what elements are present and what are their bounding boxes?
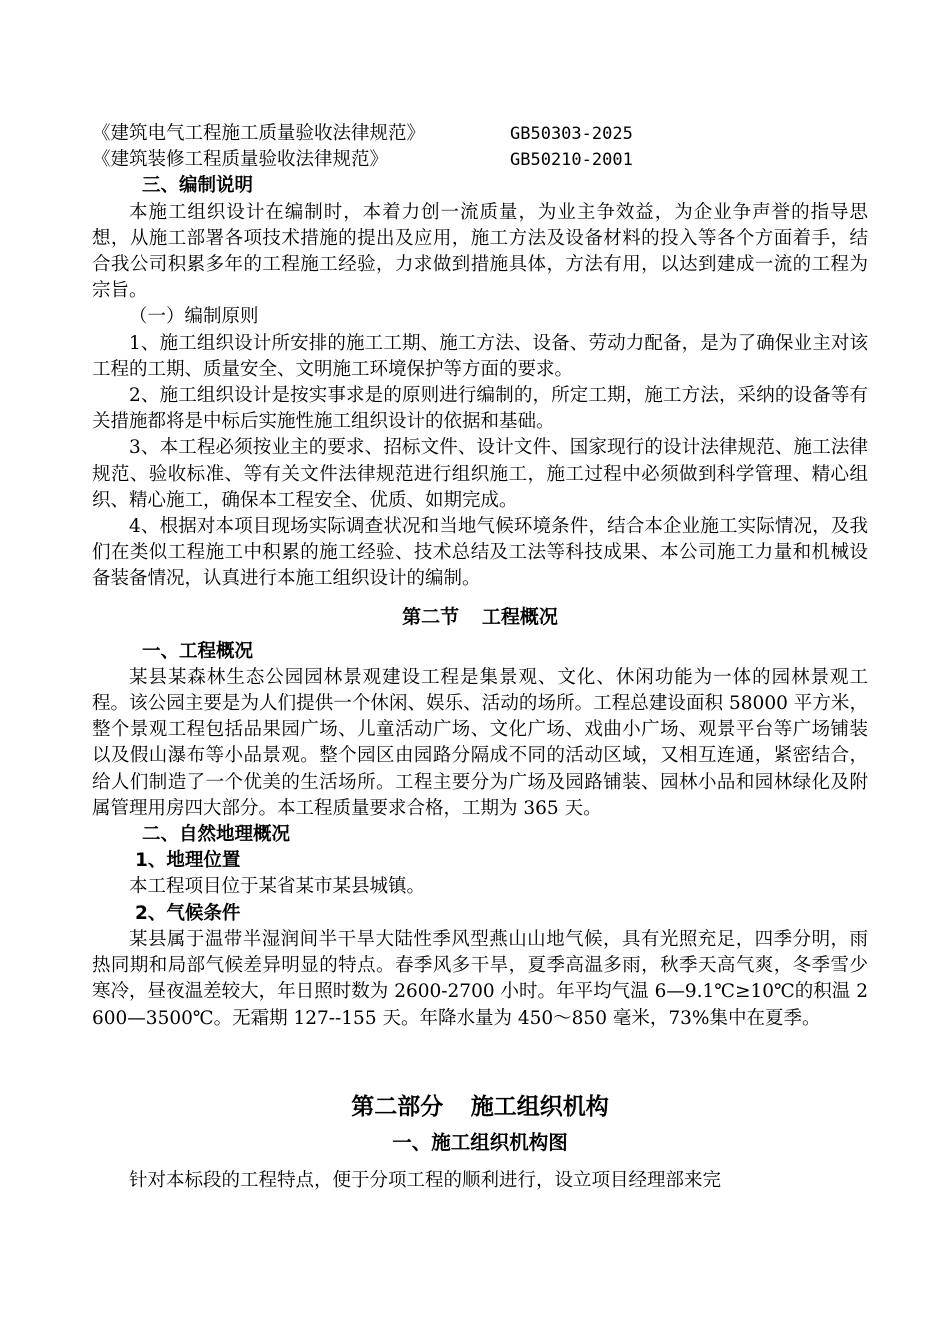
heading-natural-geography: 二、自然地理概况 bbox=[142, 824, 291, 846]
standard-item bbox=[92, 147, 868, 173]
standard-item bbox=[92, 121, 868, 147]
paragraph-intro: 本施工组织设计在编制时，本着力创一流质量，为业主争效益，为企业争声誉的指导思想，从施工部署各项技术措施的提出及应用，施工方法及设备材料的投入等各个方面着手，结合我公司积累多年的工程施工经验，力求做到措施具体，方法有用，以达到建成一流的工程为宗旨。 bbox=[92, 201, 868, 302]
part-title bbox=[92, 1090, 868, 1124]
part-title-number: 第二部分 bbox=[351, 1093, 444, 1120]
principle-item: 3、本工程必须按业主的要求、招标文件、设计文件、国家现行的设计法律规范、施工法律规范、验收标准、等有关文件法律规范进行组织施工，施工过程中必须做到科学管理、精心组织、精心施工，确保本工程安全、优质、如期完成。 bbox=[92, 437, 868, 511]
section-title-text: 工程概况 bbox=[481, 605, 558, 628]
paragraph-overview: 某县某森林生态公园园林景观建设工程是集景观、文化、休闲功能为一体的园林景观工程。该公园主要是为人们提供一个休闲、娱乐、活动的场所。工程总建设面积 58000 平方米，整个景观工程包括品果园广场、儿童活动广场、文化广场、戏曲小广场、观景平台等广场铺装以及假山瀑布等小品景观。整个园区由园路分隔成不同的活动区域，又相互连通，紧密结合，给人们制造了一个优美的生活场所。工程主要分为广场及园路铺装、园林小品和园林绿化及附属管理用房四大部分。本工程质量要求合格，工期为 365 天。 bbox=[92, 666, 868, 819]
part-title-text: 施工组织机构 bbox=[470, 1093, 609, 1120]
document-body bbox=[92, 121, 868, 1194]
section-title bbox=[92, 601, 868, 633]
principle-item: 4、根据对本项目现场实际调查状况和当地气候环境条件，结合本企业施工实际情况，及我们在类似工程施工中积累的施工经验、技术总结及工法等科技成果、本公司施工力量和机械设备装备情况，认真进行本施工组织设计的编制。 bbox=[92, 516, 868, 590]
org-chart-heading: 一、施工组织机构图 bbox=[392, 1130, 568, 1154]
paragraph-location: 本工程项目位于某省某市某县城镇。 bbox=[129, 876, 426, 898]
standard-code: GB50210-2001 bbox=[510, 150, 633, 171]
standard-code: GB50303-2025 bbox=[510, 124, 633, 144]
standard-name: 《建筑装修工程质量验收法律规范》 bbox=[92, 149, 389, 171]
paragraph-org: 针对本标段的工程特点，便于分项工程的顺利进行，设立项目经理部来完 bbox=[129, 1169, 722, 1191]
heading-climate: 2、气候条件 bbox=[135, 902, 241, 924]
heading-compilation-notes: 三、编制说明 bbox=[142, 175, 254, 197]
principle-item: 2、施工组织设计是按实事求是的原则进行编制的，所定工期，施工方法，采纳的设备等有关措施都将是中标后实施性施工组织设计的依据和基础。 bbox=[92, 385, 868, 433]
sub-heading-principles: （一）编制原则 bbox=[129, 306, 259, 328]
paragraph-climate: 某县属于温带半湿润间半干旱大陆性季风型燕山山地气候，具有光照充足，四季分明，雨热同期和局部气候差异明显的特点。春季风多干旱，夏季高温多雨，秋季天高气爽，冬季雪少寒冷，昼夜温差较大，年日照时数为 2600-2700 小时。年平均气温 6—9.1℃≥10℃的积温 2600—3500℃。无霜期 127--155 天。年降水量为 450～850 毫米，73%集中在夏季。 bbox=[92, 928, 868, 1029]
section-title-number: 第二节 bbox=[402, 605, 460, 628]
standard-name: 《建筑电气工程施工质量验收法律规范》 bbox=[92, 123, 426, 144]
heading-location: 1、地理位置 bbox=[135, 850, 241, 872]
principle-item: 1、施工组织设计所安排的施工工期、施工方法、设备、劳动力配备，是为了确保业主对该工程的工期、质量安全、文明施工环境保护等方面的要求。 bbox=[92, 332, 868, 380]
heading-overview: 一、工程概况 bbox=[142, 640, 254, 662]
